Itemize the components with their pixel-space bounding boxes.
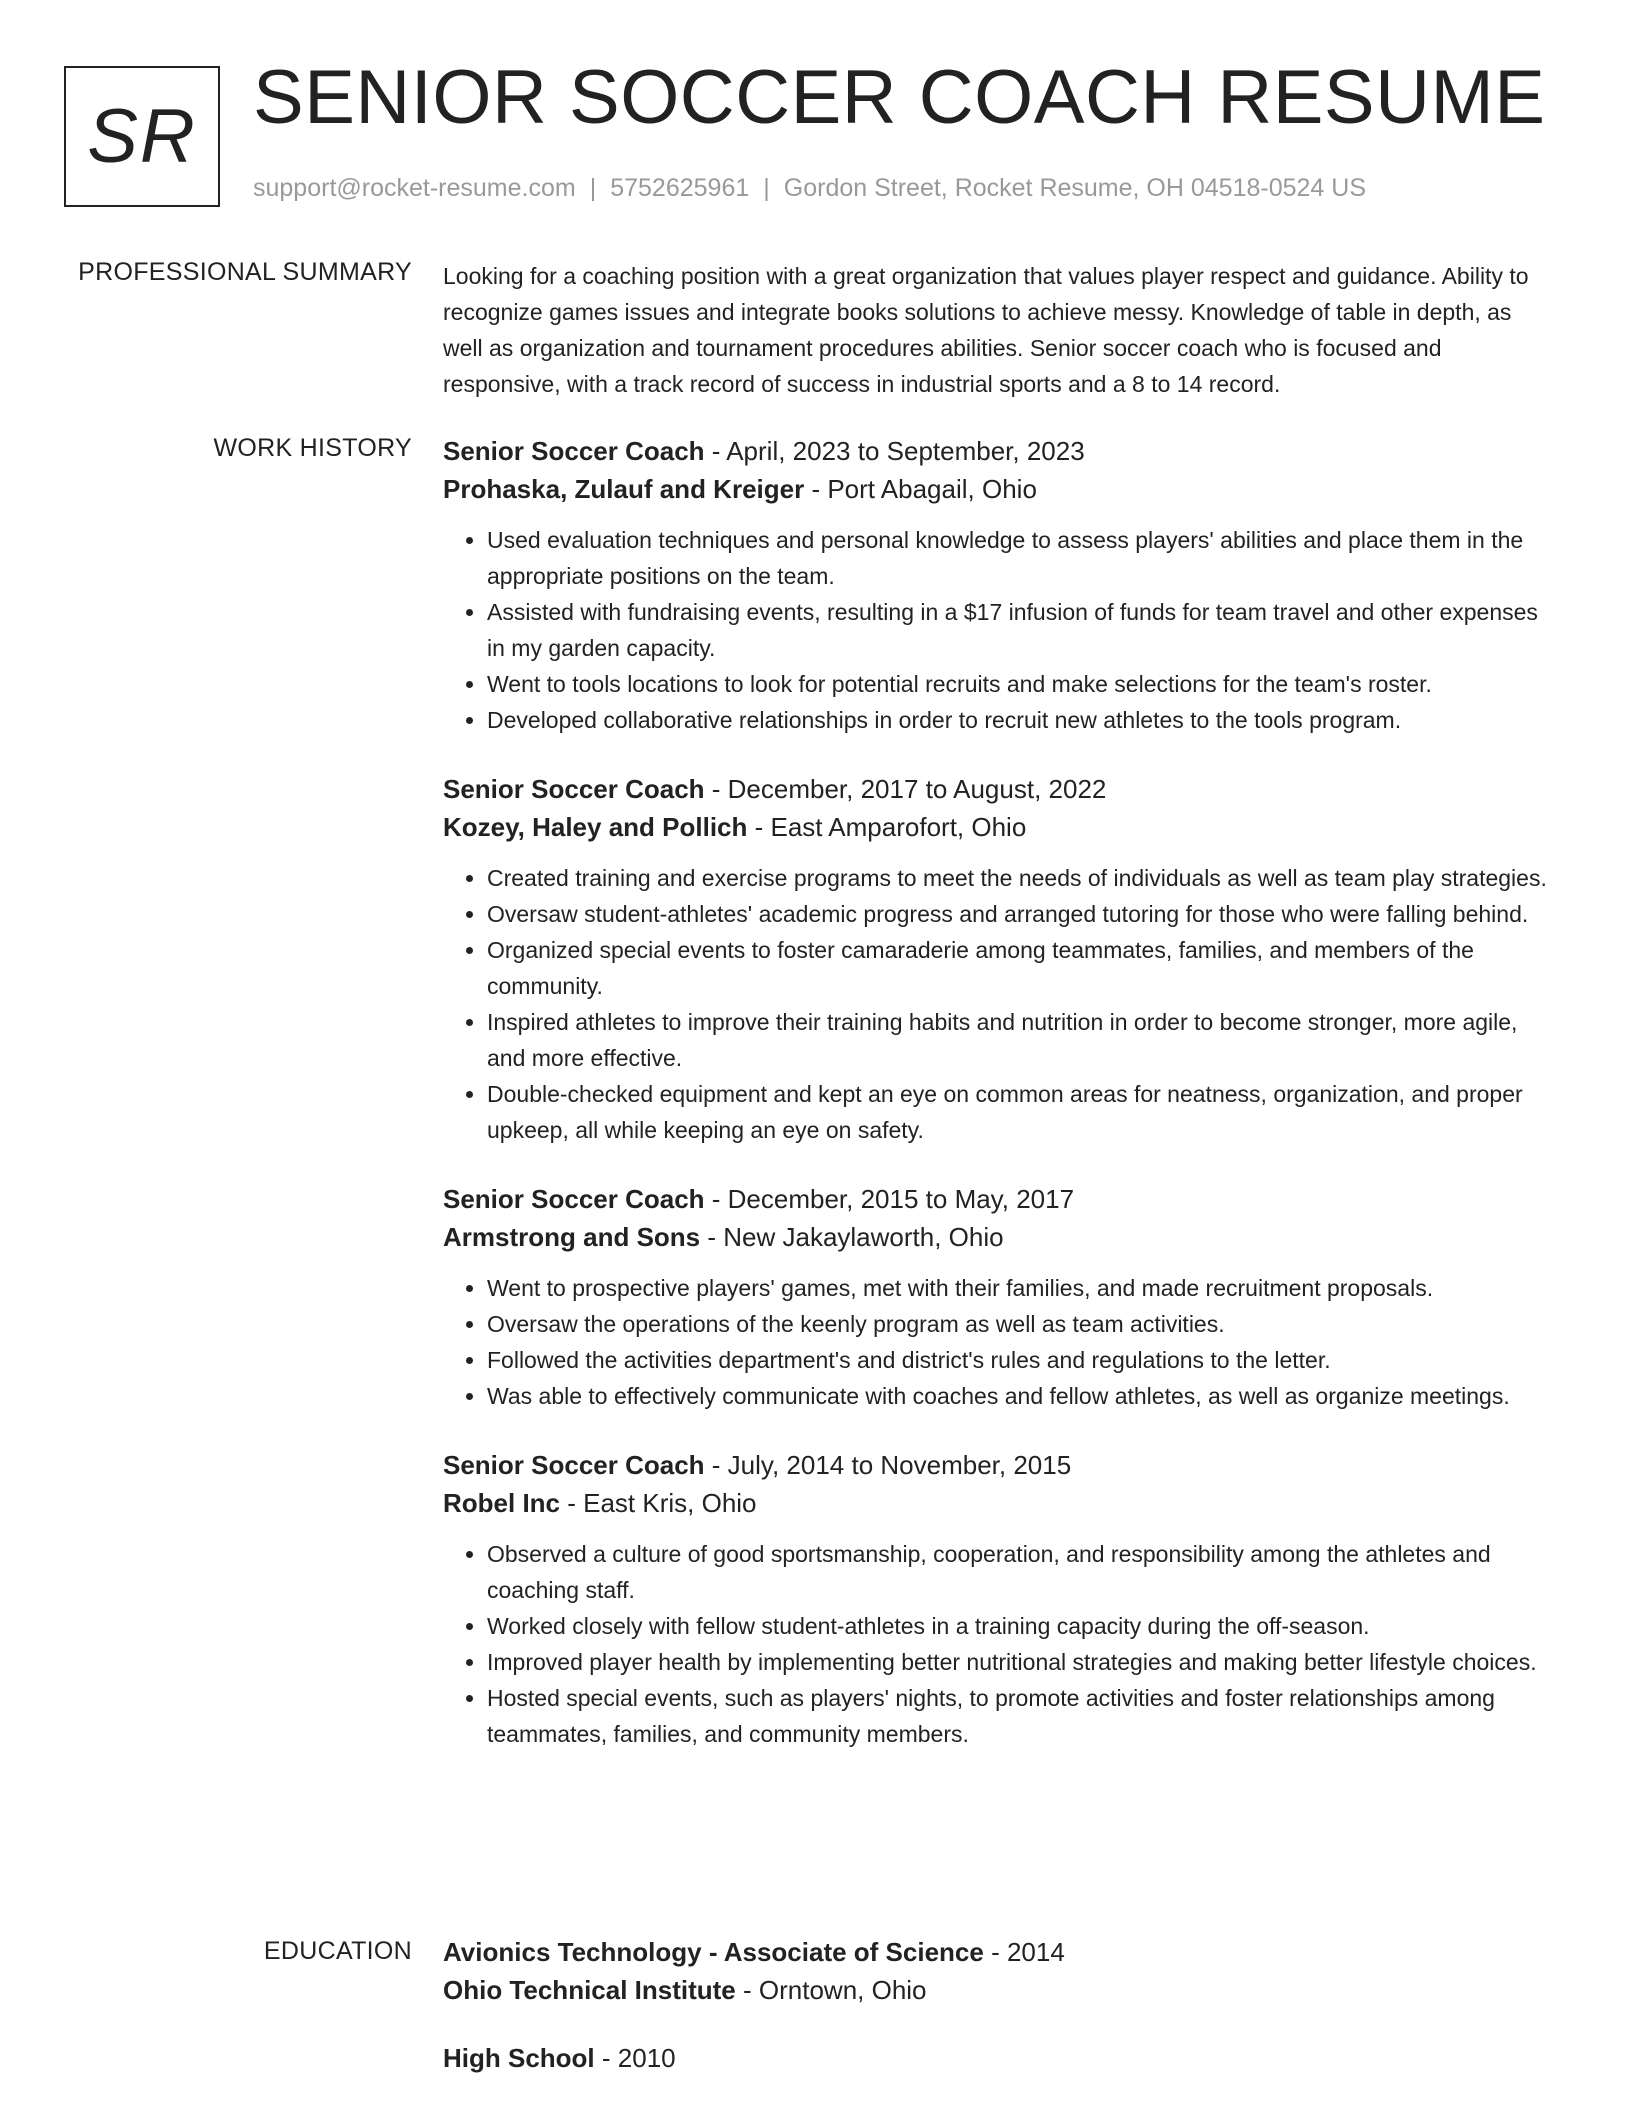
job-bullet: • Assisted with fundraising events, resulting in a $17 infusion of funds for team travel and other expenses in my garden capacity. — [487, 594, 1553, 666]
section-label-summary: PROFESSIONAL SUMMARY — [78, 258, 412, 286]
job-bullet: • Was able to effectively communicate with coaches and fellow athletes, as well as organize meetings. — [487, 1378, 1553, 1414]
job-bullet: • Observed a culture of good sportsmanship, cooperation, and responsibility among the athletes and coaching staff. — [487, 1536, 1553, 1608]
job-entry — [443, 770, 1553, 1148]
education-degree: High School — [443, 2043, 595, 2073]
education-degree: Avionics Technology - Associate of Science — [443, 1937, 984, 1967]
education-year: - 2010 — [594, 2043, 676, 2073]
job-company: Robel Inc — [443, 1488, 561, 1518]
contact-separator: | — [589, 174, 597, 202]
contact-email[interactable]: support@rocket-resume.com — [253, 174, 576, 202]
job-company-line — [443, 1218, 1553, 1256]
job-bullet: • Double-checked equipment and kept an eye on common areas for neatness, organization, and proper upkeep, all while keeping an eye on safety. — [487, 1076, 1553, 1148]
job-bullet: • Hosted special events, such as players' nights, to promote activities and foster relationships among teammates, families, and community members. — [487, 1680, 1553, 1752]
education-degree-line — [443, 1933, 1553, 1971]
job-dates: - July, 2014 to November, 2015 — [704, 1450, 1072, 1480]
job-bullets — [443, 522, 1553, 738]
contact-address: Gordon Street, Rocket Resume, OH 04518-0524 US — [783, 174, 1367, 202]
job-bullet: • Organized special events to foster camaraderie among teammates, families, and members of the community. — [487, 932, 1553, 1004]
job-title-line — [443, 432, 1553, 470]
section-label-education: EDUCATION — [263, 1937, 412, 1965]
education-entry — [443, 2039, 1553, 2077]
job-bullet: • Went to tools locations to look for potential recruits and make selections for the team's roster. — [487, 666, 1553, 702]
job-bullets — [443, 1536, 1553, 1752]
job-title-line — [443, 1446, 1553, 1484]
job-bullet: • Followed the activities department's and district's rules and regulations to the letter. — [487, 1342, 1553, 1378]
summary-section — [443, 258, 1553, 402]
job-title-line — [443, 770, 1553, 808]
job-bullet: • Developed collaborative relationships in order to recruit new athletes to the tools program. — [487, 702, 1553, 738]
resume-title: SENIOR SOCCER COACH RESUME — [253, 55, 1546, 140]
education-section — [443, 1933, 1553, 2107]
job-title: Senior Soccer Coach — [443, 1184, 705, 1214]
job-bullet: • Oversaw student-athletes' academic progress and arranged tutoring for those who were falling behind. — [487, 896, 1553, 932]
job-bullet: • Created training and exercise programs to meet the needs of individuals as well as team play strategies. — [487, 860, 1553, 896]
education-school: Ohio Technical Institute — [443, 1975, 736, 2005]
education-location: - Orntown, Ohio — [735, 1975, 927, 2005]
work-history-section — [443, 432, 1553, 1784]
job-dates: - December, 2017 to August, 2022 — [704, 774, 1107, 804]
contact-separator: | — [763, 174, 770, 202]
contact-line — [253, 174, 1366, 203]
job-dates: - April, 2023 to September, 2023 — [704, 436, 1085, 466]
monogram-initials: SR — [87, 94, 197, 179]
job-company-line — [443, 470, 1553, 508]
contact-phone[interactable]: 5752625961 — [610, 174, 750, 202]
education-year: - 2014 — [983, 1937, 1065, 1967]
job-bullet: • Worked closely with fellow student-athletes in a training capacity during the off-season. — [487, 1608, 1553, 1644]
monogram-box — [64, 66, 220, 207]
job-company: Kozey, Haley and Pollich — [443, 812, 748, 842]
job-bullets — [443, 1270, 1553, 1414]
job-dates: - December, 2015 to May, 2017 — [704, 1184, 1075, 1214]
section-label-work-history: WORK HISTORY — [213, 434, 412, 462]
job-bullet: • Used evaluation techniques and personal knowledge to assess players' abilities and place them in the appropriate positions on the team. — [487, 522, 1553, 594]
job-entry — [443, 1180, 1553, 1414]
job-title-line — [443, 1180, 1553, 1218]
education-school-line — [443, 1971, 1553, 2009]
job-bullet: • Went to prospective players' games, met with their families, and made recruitment proposals. — [487, 1270, 1553, 1306]
job-location: - East Amparofort, Ohio — [747, 812, 1027, 842]
job-company: Armstrong and Sons — [443, 1222, 701, 1252]
education-degree-line — [443, 2039, 1553, 2077]
job-company-line — [443, 808, 1553, 846]
job-location: - New Jakaylaworth, Ohio — [700, 1222, 1004, 1252]
job-location: - East Kris, Ohio — [560, 1488, 757, 1518]
summary-text: Looking for a coaching position with a great organization that values player respect and guidance. Ability to recognize games issues and integrate books solutions to achieve messy. Knowledge of table in depth, as well as organization and tournament procedures abilities. Senior soccer coach who is focused and responsive, with a track record of success in industrial sports and a 8 to 14 record. — [443, 263, 1529, 397]
job-bullet: • Oversaw the operations of the keenly program as well as team activities. — [487, 1306, 1553, 1342]
job-title: Senior Soccer Coach — [443, 774, 705, 804]
job-bullets — [443, 860, 1553, 1148]
job-entry — [443, 1446, 1553, 1752]
job-entry — [443, 432, 1553, 738]
job-bullet: • Improved player health by implementing better nutritional strategies and making better lifestyle choices. — [487, 1644, 1553, 1680]
job-company: Prohaska, Zulauf and Kreiger — [443, 474, 805, 504]
education-entry — [443, 1933, 1553, 2009]
job-title: Senior Soccer Coach — [443, 436, 705, 466]
job-title: Senior Soccer Coach — [443, 1450, 705, 1480]
job-company-line — [443, 1484, 1553, 1522]
job-bullet: • Inspired athletes to improve their training habits and nutrition in order to become stronger, more agile, and more effective. — [487, 1004, 1553, 1076]
job-location: - Port Abagail, Ohio — [804, 474, 1037, 504]
